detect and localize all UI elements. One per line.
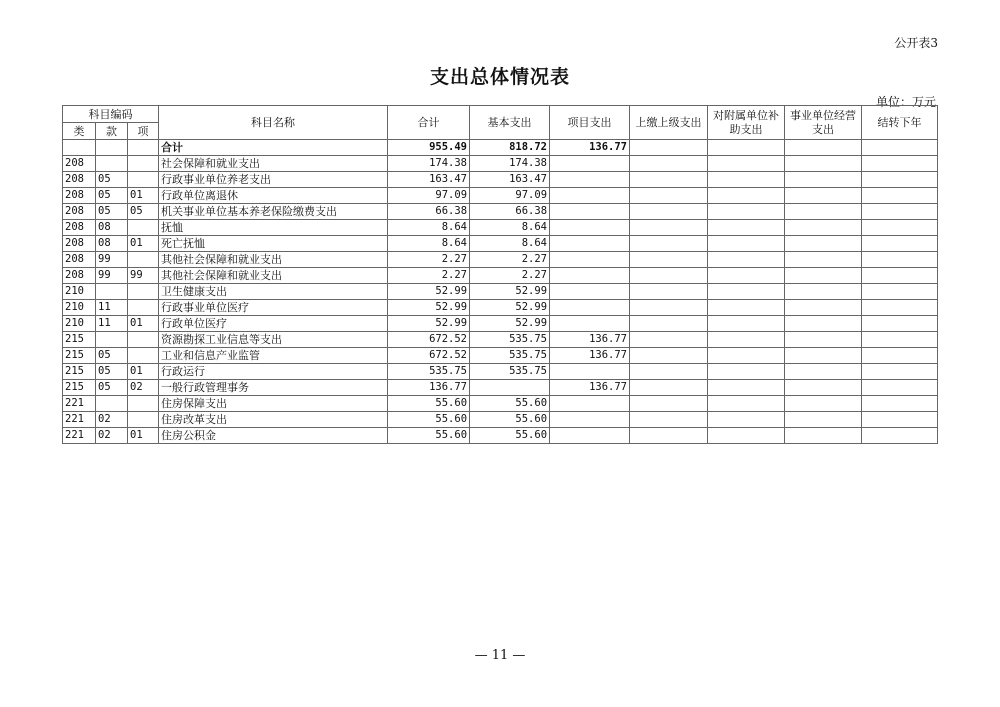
cell-upper	[630, 396, 708, 412]
header-kuan: 款	[96, 123, 128, 140]
cell-name: 住房公积金	[159, 428, 388, 444]
cell-business	[785, 348, 862, 364]
cell-lei: 208	[63, 188, 96, 204]
cell-xiang: 01	[128, 188, 159, 204]
cell-xiang	[128, 284, 159, 300]
cell-subsidy	[708, 300, 785, 316]
cell-kuan: 02	[96, 412, 128, 428]
page-title: 支出总体情况表	[429, 66, 570, 88]
cell-total: 2.27	[388, 252, 470, 268]
cell-basic	[470, 380, 550, 396]
table-number-label: 公开表3	[894, 36, 938, 50]
cell-lei: 208	[63, 172, 96, 188]
cell-lei: 221	[63, 428, 96, 444]
cell-lei: 215	[63, 364, 96, 380]
cell-kuan: 08	[96, 220, 128, 236]
table-row	[63, 396, 938, 412]
cell-basic: 8.64	[470, 236, 550, 252]
cell-total: 8.64	[388, 220, 470, 236]
cell-total: 97.09	[388, 188, 470, 204]
cell-lei: 208	[63, 268, 96, 284]
cell-upper	[630, 412, 708, 428]
cell-xiang	[128, 412, 159, 428]
cell-total: 55.60	[388, 412, 470, 428]
cell-kuan	[96, 396, 128, 412]
cell-lei: 208	[63, 220, 96, 236]
cell-carry	[862, 380, 938, 396]
cell-carry	[862, 300, 938, 316]
cell-project	[550, 156, 630, 172]
cell-name: 死亡抚恤	[159, 236, 388, 252]
table-row	[63, 316, 938, 332]
table-row	[63, 284, 938, 300]
cell-xiang	[128, 396, 159, 412]
table-row	[63, 300, 938, 316]
cell-project	[550, 284, 630, 300]
cell-name: 合计	[159, 140, 388, 156]
cell-project	[550, 220, 630, 236]
cell-business	[785, 332, 862, 348]
cell-business	[785, 396, 862, 412]
cell-kuan: 05	[96, 204, 128, 220]
cell-carry	[862, 428, 938, 444]
cell-kuan: 05	[96, 348, 128, 364]
expenditure-table	[62, 105, 938, 444]
cell-basic: 174.38	[470, 156, 550, 172]
cell-total: 672.52	[388, 332, 470, 348]
cell-kuan	[96, 284, 128, 300]
cell-project	[550, 236, 630, 252]
cell-business	[785, 236, 862, 252]
cell-name: 住房保障支出	[159, 396, 388, 412]
header-xiang: 项	[128, 123, 159, 140]
cell-upper	[630, 156, 708, 172]
cell-carry	[862, 156, 938, 172]
cell-lei: 221	[63, 396, 96, 412]
cell-name: 卫生健康支出	[159, 284, 388, 300]
table-row	[63, 268, 938, 284]
cell-business	[785, 268, 862, 284]
cell-business	[785, 220, 862, 236]
cell-carry	[862, 172, 938, 188]
cell-basic: 818.72	[470, 140, 550, 156]
cell-lei: 221	[63, 412, 96, 428]
cell-total: 535.75	[388, 364, 470, 380]
unit-label: 单位：万元	[875, 95, 936, 109]
cell-project	[550, 396, 630, 412]
cell-basic: 163.47	[470, 172, 550, 188]
cell-carry	[862, 396, 938, 412]
cell-name: 社会保障和就业支出	[159, 156, 388, 172]
cell-carry	[862, 284, 938, 300]
cell-project: 136.77	[550, 380, 630, 396]
cell-xiang	[128, 140, 159, 156]
cell-xiang	[128, 220, 159, 236]
cell-project: 136.77	[550, 332, 630, 348]
cell-basic: 55.60	[470, 428, 550, 444]
cell-kuan: 11	[96, 316, 128, 332]
cell-project	[550, 316, 630, 332]
cell-subsidy	[708, 284, 785, 300]
cell-kuan	[96, 332, 128, 348]
cell-carry	[862, 364, 938, 380]
cell-business	[785, 140, 862, 156]
cell-carry	[862, 268, 938, 284]
cell-carry	[862, 220, 938, 236]
cell-carry	[862, 316, 938, 332]
cell-upper	[630, 252, 708, 268]
cell-upper	[630, 332, 708, 348]
cell-subsidy	[708, 396, 785, 412]
cell-total: 52.99	[388, 284, 470, 300]
cell-kuan: 99	[96, 252, 128, 268]
cell-basic: 66.38	[470, 204, 550, 220]
cell-kuan	[96, 156, 128, 172]
cell-upper	[630, 236, 708, 252]
cell-lei: 208	[63, 236, 96, 252]
cell-total: 55.60	[388, 428, 470, 444]
cell-upper	[630, 220, 708, 236]
cell-carry	[862, 140, 938, 156]
table-row	[63, 220, 938, 236]
table-row	[63, 204, 938, 220]
cell-project	[550, 428, 630, 444]
cell-total: 163.47	[388, 172, 470, 188]
cell-lei: 210	[63, 316, 96, 332]
cell-upper	[630, 380, 708, 396]
header-lei: 类	[63, 123, 96, 140]
cell-business	[785, 156, 862, 172]
cell-business	[785, 188, 862, 204]
table-row	[63, 428, 938, 444]
cell-name: 机关事业单位基本养老保险缴费支出	[159, 204, 388, 220]
cell-upper	[630, 348, 708, 364]
cell-basic: 97.09	[470, 188, 550, 204]
cell-total: 136.77	[388, 380, 470, 396]
cell-name: 抚恤	[159, 220, 388, 236]
cell-basic: 2.27	[470, 268, 550, 284]
cell-carry	[862, 188, 938, 204]
cell-kuan: 99	[96, 268, 128, 284]
cell-kuan	[96, 140, 128, 156]
cell-lei: 208	[63, 204, 96, 220]
cell-subsidy	[708, 380, 785, 396]
table-row	[63, 412, 938, 428]
header-name: 科目名称	[159, 106, 388, 140]
cell-lei: 215	[63, 332, 96, 348]
cell-carry	[862, 332, 938, 348]
cell-subsidy	[708, 172, 785, 188]
cell-business	[785, 428, 862, 444]
header-basic: 基本支出	[470, 106, 550, 140]
cell-total: 66.38	[388, 204, 470, 220]
table-row	[63, 252, 938, 268]
cell-total: 174.38	[388, 156, 470, 172]
cell-upper	[630, 188, 708, 204]
cell-basic: 52.99	[470, 300, 550, 316]
cell-subsidy	[708, 428, 785, 444]
cell-upper	[630, 316, 708, 332]
cell-xiang	[128, 300, 159, 316]
cell-total: 672.52	[388, 348, 470, 364]
cell-upper	[630, 284, 708, 300]
cell-total: 955.49	[388, 140, 470, 156]
cell-project	[550, 412, 630, 428]
table-row	[63, 348, 938, 364]
cell-basic: 52.99	[470, 316, 550, 332]
cell-name: 行政事业单位医疗	[159, 300, 388, 316]
cell-lei: 210	[63, 284, 96, 300]
cell-xiang: 99	[128, 268, 159, 284]
header-upper: 上缴上级支出	[630, 106, 708, 140]
cell-upper	[630, 268, 708, 284]
cell-xiang	[128, 332, 159, 348]
cell-total: 2.27	[388, 268, 470, 284]
cell-project	[550, 188, 630, 204]
cell-name: 一般行政管理事务	[159, 380, 388, 396]
header-subsidy: 对附属单位补助支出	[708, 106, 785, 140]
cell-name: 行政单位离退休	[159, 188, 388, 204]
cell-project	[550, 268, 630, 284]
cell-basic: 55.60	[470, 412, 550, 428]
cell-total: 52.99	[388, 316, 470, 332]
cell-subsidy	[708, 364, 785, 380]
cell-name: 行政单位医疗	[159, 316, 388, 332]
cell-upper	[630, 140, 708, 156]
header-carry: 结转下年	[862, 106, 938, 140]
cell-xiang	[128, 252, 159, 268]
cell-kuan: 05	[96, 172, 128, 188]
cell-xiang: 01	[128, 428, 159, 444]
cell-xiang	[128, 348, 159, 364]
cell-carry	[862, 252, 938, 268]
cell-kuan: 11	[96, 300, 128, 316]
cell-kuan: 05	[96, 364, 128, 380]
cell-xiang	[128, 172, 159, 188]
cell-xiang: 01	[128, 364, 159, 380]
cell-business	[785, 412, 862, 428]
cell-kuan: 08	[96, 236, 128, 252]
cell-subsidy	[708, 332, 785, 348]
cell-basic: 55.60	[470, 396, 550, 412]
cell-project	[550, 300, 630, 316]
header-business: 事业单位经营支出	[785, 106, 862, 140]
cell-carry	[862, 348, 938, 364]
cell-project: 136.77	[550, 348, 630, 364]
cell-project	[550, 172, 630, 188]
cell-business	[785, 204, 862, 220]
cell-name: 资源勘探工业信息等支出	[159, 332, 388, 348]
cell-lei: 215	[63, 348, 96, 364]
table-row	[63, 364, 938, 380]
cell-subsidy	[708, 348, 785, 364]
cell-project: 136.77	[550, 140, 630, 156]
cell-basic: 535.75	[470, 348, 550, 364]
cell-xiang: 01	[128, 316, 159, 332]
cell-business	[785, 380, 862, 396]
cell-upper	[630, 172, 708, 188]
cell-upper	[630, 300, 708, 316]
cell-subsidy	[708, 204, 785, 220]
cell-subsidy	[708, 220, 785, 236]
cell-kuan: 02	[96, 428, 128, 444]
cell-xiang: 02	[128, 380, 159, 396]
header-project: 项目支出	[550, 106, 630, 140]
table-row	[63, 188, 938, 204]
cell-subsidy	[708, 156, 785, 172]
cell-lei: 215	[63, 380, 96, 396]
cell-lei: 208	[63, 156, 96, 172]
cell-kuan: 05	[96, 380, 128, 396]
cell-xiang: 01	[128, 236, 159, 252]
cell-carry	[862, 236, 938, 252]
cell-subsidy	[708, 316, 785, 332]
cell-project	[550, 204, 630, 220]
table-row	[63, 172, 938, 188]
cell-lei	[63, 140, 96, 156]
cell-project	[550, 252, 630, 268]
cell-basic: 535.75	[470, 332, 550, 348]
cell-carry	[862, 412, 938, 428]
cell-name: 行政运行	[159, 364, 388, 380]
cell-basic: 535.75	[470, 364, 550, 380]
cell-name: 其他社会保障和就业支出	[159, 268, 388, 284]
header-code-group: 科目编码	[63, 106, 159, 123]
cell-business	[785, 172, 862, 188]
table-row	[63, 332, 938, 348]
cell-business	[785, 316, 862, 332]
cell-lei: 210	[63, 300, 96, 316]
cell-basic: 8.64	[470, 220, 550, 236]
table-row	[63, 236, 938, 252]
cell-business	[785, 300, 862, 316]
cell-business	[785, 284, 862, 300]
cell-kuan: 05	[96, 188, 128, 204]
cell-subsidy	[708, 188, 785, 204]
cell-total: 8.64	[388, 236, 470, 252]
cell-project	[550, 364, 630, 380]
total-row	[63, 140, 938, 156]
table-row	[63, 380, 938, 396]
cell-basic: 52.99	[470, 284, 550, 300]
cell-subsidy	[708, 252, 785, 268]
header-total: 合计	[388, 106, 470, 140]
cell-xiang: 05	[128, 204, 159, 220]
cell-name: 住房改革支出	[159, 412, 388, 428]
cell-name: 其他社会保障和就业支出	[159, 252, 388, 268]
cell-basic: 2.27	[470, 252, 550, 268]
cell-upper	[630, 364, 708, 380]
cell-business	[785, 252, 862, 268]
cell-lei: 208	[63, 252, 96, 268]
cell-name: 行政事业单位养老支出	[159, 172, 388, 188]
cell-subsidy	[708, 412, 785, 428]
cell-carry	[862, 204, 938, 220]
cell-total: 52.99	[388, 300, 470, 316]
cell-total: 55.60	[388, 396, 470, 412]
cell-business	[785, 364, 862, 380]
cell-subsidy	[708, 268, 785, 284]
cell-upper	[630, 428, 708, 444]
cell-subsidy	[708, 140, 785, 156]
cell-upper	[630, 204, 708, 220]
cell-name: 工业和信息产业监管	[159, 348, 388, 364]
cell-subsidy	[708, 236, 785, 252]
cell-xiang	[128, 156, 159, 172]
page-number: — 11 —	[474, 648, 526, 663]
table-row	[63, 156, 938, 172]
